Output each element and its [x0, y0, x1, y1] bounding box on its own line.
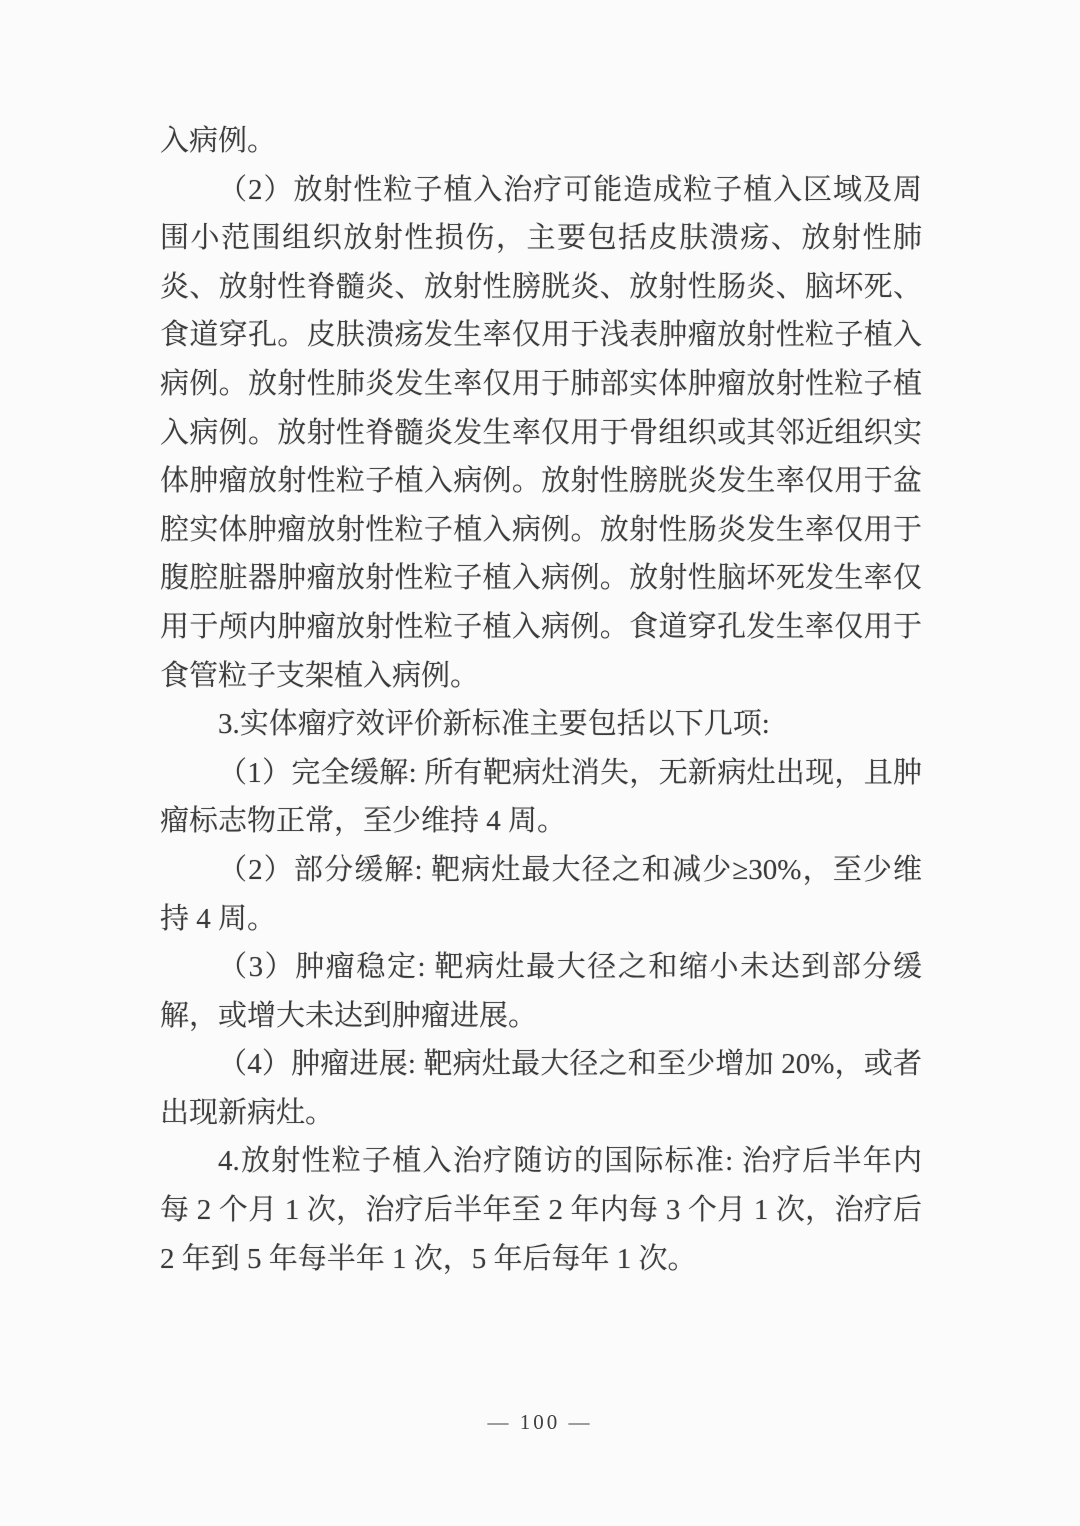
paragraph-side-effects: （2）放射性粒子植入治疗可能造成粒子植入区域及周围小范围组织放射性损伤，主要包括皮肤溃疡、放射性肺炎、放射性脊髓炎、放射性膀胱炎、放射性肠炎、脑坏死、食道穿孔。皮肤溃疡发生率仅用于浅表肿瘤放射性粒子植入病例。放射性肺炎发生率仅用于肺部实体肿瘤放射性粒子植入病例。放射性脊髓炎发生率仅用于骨组织或其邻近组织实体肿瘤放射性粒子植入病例。放射性膀胱炎发生率仅用于盆腔实体肿瘤放射性粒子植入病例。放射性肠炎发生率仅用于腹腔脏器肿瘤放射性粒子植入病例。放射性脑坏死发生率仅用于颅内肿瘤放射性粒子植入病例。食道穿孔发生率仅用于食管粒子支架植入病例。	[160, 173, 922, 692]
paragraph-continuation: 入病例。	[160, 125, 277, 157]
paragraph-complete-response: （1）完全缓解: 所有靶病灶消失，无新病灶出现，且肿瘤标志物正常，至少维持 4 周。	[160, 756, 922, 838]
paragraph-progressive-disease: （4）肿瘤进展: 靶病灶最大径之和至少增加 20%，或者出现新病灶。	[160, 1048, 922, 1129]
document-body	[160, 117, 922, 1283]
paragraph-followup-standard: 4.放射性粒子植入治疗随访的国际标准: 治疗后半年内每 2 个月 1 次，治疗后半年至 2 年内每 3 个月 1 次，治疗后 2 年到 5 年每半年 1 次，5 年后每年 1 次。	[160, 1145, 922, 1275]
paragraph-item-3-heading: 3.实体瘤疗效评价新标准主要包括以下几项:	[218, 708, 770, 741]
paragraph-partial-response: （2）部分缓解: 靶病灶最大径之和减少≥30%，至少维持 4 周。	[160, 853, 922, 935]
paragraph-stable-disease: （3）肿瘤稳定: 靶病灶最大径之和缩小未达到部分缓解，或增大未达到肿瘤进展。	[160, 951, 922, 1032]
page-number: — 100 —	[487, 1410, 593, 1434]
